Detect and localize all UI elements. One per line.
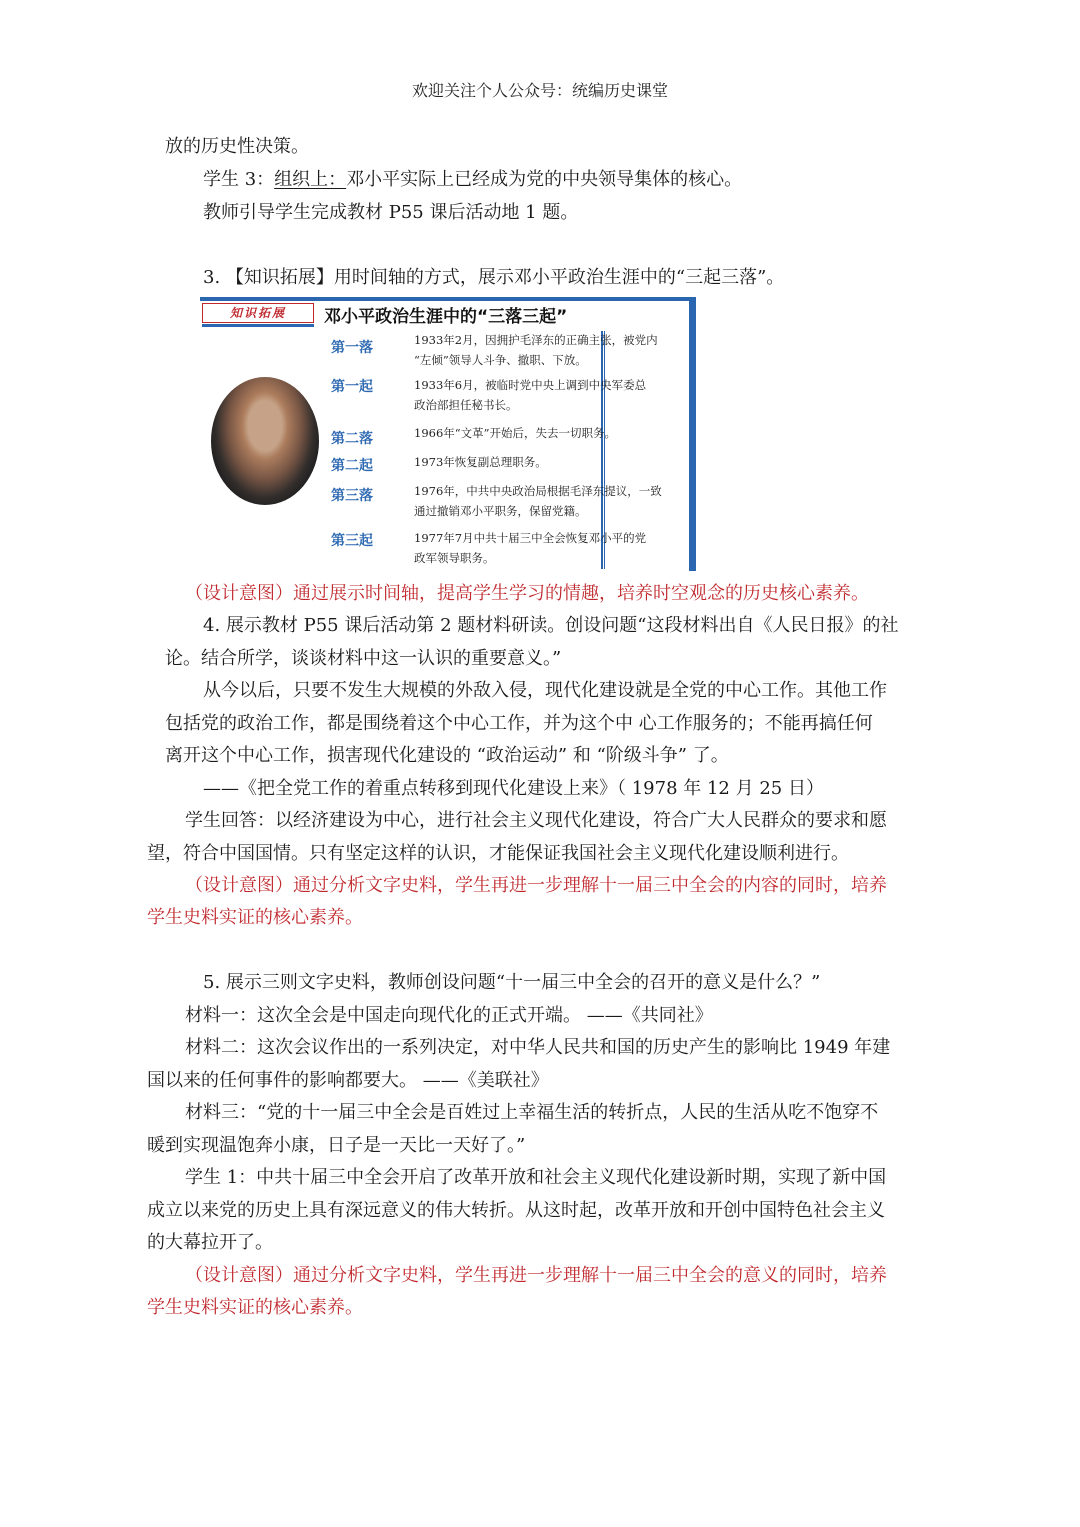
student-3-prefix: 学生 3： [203,169,275,190]
student-1-answer-c: 的大幕拉开了。 [147,1232,273,1253]
event-label-1: 第一落 [331,340,373,356]
design-intent-1: （设计意图）通过展示时间轴，提高学生学习的情趣，培养时空观念的历史核心素养。 [185,583,869,604]
organization-underline: 组织上： [274,169,347,190]
portrait-shading [211,377,319,505]
figure-tag: 知识拓展 [202,303,314,323]
event-text-5a: 1976年，中共中央政治局根据毛泽东提议，一致 [414,484,662,498]
material-2a: 材料二：这次会议作出的一系列决定，对中华人民共和国的历史产生的影响比 1949 年建 [185,1037,891,1058]
knowledge-expansion-heading: 3. 【知识拓展】用时间轴的方式，展示邓小平政治生涯中的“三起三落”。 [203,267,785,288]
event-text-1b: “左倾”领导人斗争、撤职、下放。 [414,353,587,367]
material-3a: 材料三：“党的十一届三中全会是百姓过上幸福生活的转折点，人民的生活从吃不饱穿不 [185,1102,879,1123]
figure-top-bar [200,297,696,301]
design-intent-3b: 学生史料实证的核心素养。 [147,1297,363,1318]
quote-line-3: 离开这个中心工作，损害现代化建设的 “政治运动” 和 “阶级斗争” 了。 [165,745,729,766]
material-2b: 国以来的任何事件的影响都要大。 ——《美联社》 [147,1070,549,1091]
event-text-1a: 1933年2月，因拥护毛泽东的正确主张，被党内 [414,333,658,347]
timeline-figure [200,297,696,571]
design-intent-3a: （设计意图）通过分析文字史料，学生再进一步理解十一届三中全会的意义的同时，培养 [185,1265,887,1286]
page-header: 欢迎关注个人公众号：统编历史课堂 [411,81,668,100]
design-intent-2a: （设计意图）通过分析文字史料，学生再进一步理解十一届三中全会的内容的同时，培养 [185,875,887,896]
text-line-3: 教师引导学生完成教材 P55 课后活动地 1 题。 [203,202,579,223]
text-line-1: 放的历史性决策。 [165,136,309,157]
material-3b: 暖到实现温饱奔小康，日子是一天比一天好了。” [147,1135,526,1156]
portrait-photo [211,377,319,505]
student-3-answer: 邓小平实际上已经成为党的中央领导集体的核心。 [346,169,743,190]
event-label-2: 第一起 [331,379,373,395]
event-label-4: 第二起 [331,458,373,474]
student-answer-2: 望，符合中国国情。只有坚定这样的认识，才能保证我国社会主义现代化建设顺利进行。 [147,843,849,864]
event-label-5: 第三落 [331,488,373,504]
student-answer-1: 学生回答：以经济建设为中心，进行社会主义现代化建设，符合广大人民群众的要求和愿 [185,810,887,831]
quote-source: ——《把全党工作的着重点转移到现代化建设上来》（ 1978 年 12 月 25 日） [203,778,824,799]
event-label-3: 第二落 [331,431,373,447]
design-intent-2b: 学生史料实证的核心素养。 [147,907,363,928]
figure-tag-underline [202,324,314,327]
figure-right-bar [689,297,696,571]
event-label-6: 第三起 [331,533,373,549]
quote-line-2: 包括党的政治工作，都是围绕着这个中心工作，并为这个中 心工作服务的；不能再搞任何 [165,713,873,734]
student-1-answer-a: 学生 1：中共十届三中全会开启了改革开放和社会主义现代化建设新时期，实现了新中国 [185,1167,887,1188]
event-text-5b: 通过撤销邓小平职务，保留党籍。 [414,504,587,518]
material-1: 材料一：这次全会是中国走向现代化的正式开端。 ——《共同社》 [185,1005,713,1026]
figure-title: 邓小平政治生涯中的“三落三起” [324,307,568,327]
student-1-answer-b: 成立以来党的历史上具有深远意义的伟大转折。从这时起，改革开放和开创中国特色社会主义 [147,1200,885,1221]
text-line-7: 论。结合所学，谈谈材料中这一认识的重要意义。” [165,648,562,669]
text-line-6: 4. 展示教材 P55 课后活动第 2 题材料研读。创设问题“这段材料出自《人民日报》的社 [203,615,899,636]
text-line-2 [203,167,742,193]
event-text-3a: 1966年“文革”开始后，失去一切职务。 [414,426,617,440]
event-text-6b: 政军领导职务。 [414,551,495,565]
event-text-2b: 政治部担任秘书长。 [414,398,518,412]
event-text-4a: 1973年恢复副总理职务。 [414,455,547,469]
text-line-16: 5. 展示三则文字史料，教师创设问题“十一届三中全会的召开的意义是什么？” [203,972,821,993]
quote-line-1: 从今以后，只要不发生大规模的外敌入侵，现代化建设就是全党的中心工作。其他工作 [203,680,887,701]
event-text-2a: 1933年6月，被临时党中央上调到中央军委总 [414,378,647,392]
event-text-6a: 1977年7月中共十届三中全会恢复邓小平的党 [414,531,647,545]
